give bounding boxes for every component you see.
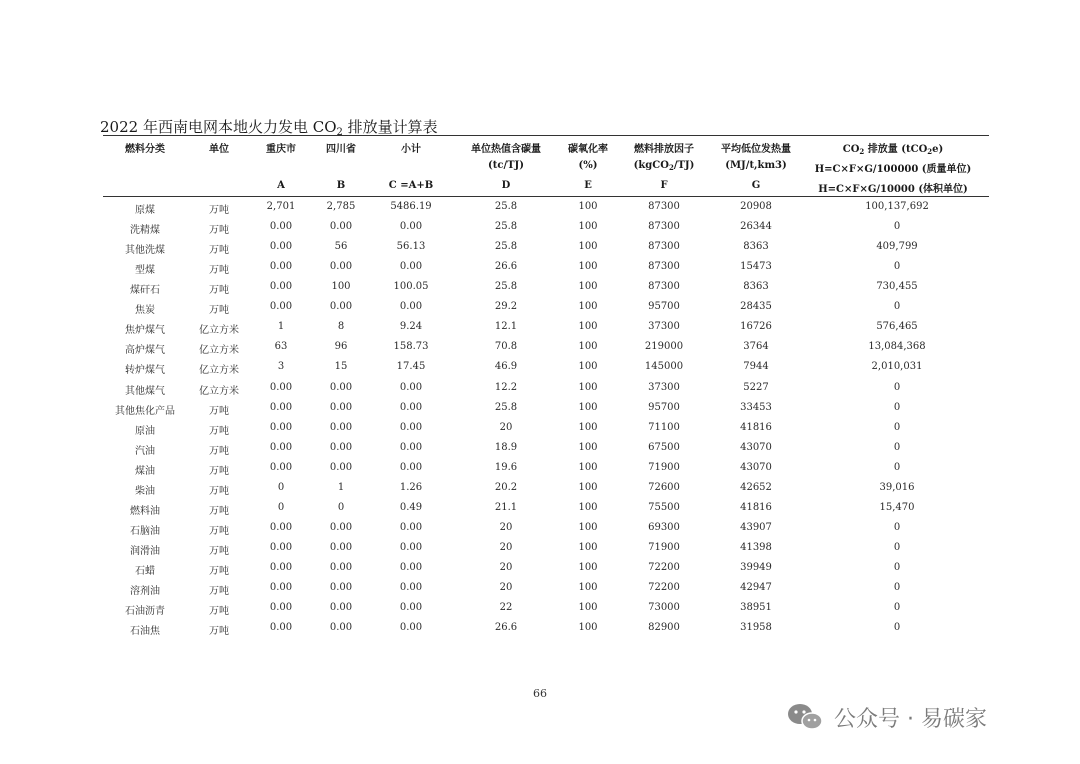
cell-fuel: 洗精煤 xyxy=(130,225,160,237)
header-chongqing: 重庆市 xyxy=(266,144,296,155)
cell-calorific-value: 7944 xyxy=(743,361,769,373)
cell-carbon-content: 20 xyxy=(499,582,513,593)
cell-chongqing: 0.00 xyxy=(269,561,293,573)
cell-carbon-content: 21.1 xyxy=(494,501,518,513)
cell-emission-factor: 87300 xyxy=(648,261,680,273)
cell-unit: 万吨 xyxy=(209,485,229,497)
cell-oxidation-rate: 100 xyxy=(578,201,598,212)
cell-chongqing: 0.00 xyxy=(269,582,293,593)
cell-oxidation-rate: 100 xyxy=(578,421,598,433)
cell-carbon-content: 25.8 xyxy=(494,221,518,233)
cell-sichuan: 56 xyxy=(334,241,348,253)
cell-co2-emission: 0 xyxy=(893,521,901,533)
cell-oxidation-rate: 100 xyxy=(578,241,598,253)
cell-unit: 万吨 xyxy=(209,285,229,297)
cell-fuel: 石蜡 xyxy=(135,565,155,577)
cell-co2-emission: 0 xyxy=(893,461,901,473)
cell-calorific-value: 41816 xyxy=(740,421,772,433)
cell-carbon-content: 25.8 xyxy=(494,201,518,212)
cell-co2-emission: 0 xyxy=(893,622,901,633)
cell-sichuan: 0.00 xyxy=(329,421,353,433)
cell-subtotal: 1.26 xyxy=(399,481,423,493)
cell-emission-factor: 87300 xyxy=(648,241,680,253)
cell-subtotal: 5486.19 xyxy=(390,201,432,212)
header-emission-factor-unit: (kgCO$_2$/TJ) xyxy=(633,160,695,172)
cell-fuel: 高炉煤气 xyxy=(125,345,165,357)
cell-unit: 万吨 xyxy=(209,606,229,617)
cell-co2-emission: 730,455 xyxy=(876,281,918,293)
cell-calorific-value: 15473 xyxy=(740,261,772,273)
cell-subtotal: 56.13 xyxy=(396,241,426,253)
cell-emission-factor: 87300 xyxy=(648,221,680,233)
cell-carbon-content: 22 xyxy=(499,602,513,613)
header-calorific-value: 平均低位发热量 xyxy=(721,144,791,155)
cell-sichuan: 0.00 xyxy=(329,541,353,553)
cell-carbon-content: 20 xyxy=(499,561,513,573)
cell-co2-emission: 409,799 xyxy=(876,241,918,253)
cell-unit: 亿立方米 xyxy=(199,385,239,397)
cell-oxidation-rate: 100 xyxy=(578,521,598,533)
cell-chongqing: 2,701 xyxy=(266,201,296,212)
cell-chongqing: 0.00 xyxy=(269,381,293,393)
cell-sichuan: 96 xyxy=(334,341,348,353)
cell-fuel: 转炉煤气 xyxy=(125,365,165,377)
cell-oxidation-rate: 100 xyxy=(578,261,598,273)
cell-co2-emission: 0 xyxy=(893,301,901,313)
cell-subtotal: 0.00 xyxy=(399,622,423,633)
cell-unit: 万吨 xyxy=(209,305,229,317)
cell-unit: 亿立方米 xyxy=(199,325,239,337)
cell-unit: 万吨 xyxy=(209,405,229,417)
cell-calorific-value: 3764 xyxy=(743,341,769,353)
cell-calorific-value: 39949 xyxy=(740,561,772,573)
cell-unit: 万吨 xyxy=(209,586,229,597)
cell-oxidation-rate: 100 xyxy=(578,461,598,473)
cell-emission-factor: 72200 xyxy=(648,561,680,573)
cell-oxidation-rate: 100 xyxy=(578,401,598,413)
cell-co2-emission: 0 xyxy=(893,221,901,233)
cell-emission-factor: 73000 xyxy=(648,602,680,613)
cell-chongqing: 0 xyxy=(277,481,285,493)
cell-oxidation-rate: 100 xyxy=(578,321,598,333)
cell-chongqing: 0.00 xyxy=(269,441,293,453)
cell-calorific-value: 8363 xyxy=(743,281,769,293)
cell-unit: 万吨 xyxy=(209,205,229,216)
cell-chongqing: 0.00 xyxy=(269,301,293,313)
cell-fuel: 原油 xyxy=(135,425,155,437)
cell-carbon-content: 29.2 xyxy=(494,301,518,313)
cell-carbon-content: 20 xyxy=(499,421,513,433)
cell-sichuan: 0 xyxy=(337,501,345,513)
cell-co2-emission: 0 xyxy=(893,441,901,453)
cell-unit: 万吨 xyxy=(209,565,229,577)
cell-emission-factor: 95700 xyxy=(648,401,680,413)
cell-oxidation-rate: 100 xyxy=(578,221,598,233)
cell-fuel: 柴油 xyxy=(135,485,155,497)
header-letter-a: A xyxy=(277,180,285,191)
page-number: 66 xyxy=(533,687,547,700)
header-sichuan: 四川省 xyxy=(326,144,356,155)
cell-carbon-content: 20.2 xyxy=(494,481,518,493)
cell-calorific-value: 38951 xyxy=(740,602,772,613)
cell-subtotal: 100.05 xyxy=(393,281,429,293)
header-carbon-content-unit: (tc/TJ) xyxy=(488,160,524,171)
cell-sichuan: 0.00 xyxy=(329,381,353,393)
cell-chongqing: 0.00 xyxy=(269,461,293,473)
cell-co2-emission: 39,016 xyxy=(879,481,915,493)
cell-emission-factor: 87300 xyxy=(648,201,680,212)
cell-oxidation-rate: 100 xyxy=(578,281,598,293)
cell-co2-emission: 2,010,031 xyxy=(871,361,923,373)
cell-calorific-value: 31958 xyxy=(740,622,772,633)
cell-subtotal: 0.00 xyxy=(399,221,423,233)
cell-subtotal: 0.00 xyxy=(399,521,423,533)
cell-emission-factor: 72200 xyxy=(648,582,680,593)
cell-co2-emission: 0 xyxy=(893,421,901,433)
cell-chongqing: 0.00 xyxy=(269,421,293,433)
cell-sichuan: 0.00 xyxy=(329,602,353,613)
cell-sichuan: 0.00 xyxy=(329,301,353,313)
cell-unit: 万吨 xyxy=(209,445,229,457)
cell-oxidation-rate: 100 xyxy=(578,301,598,313)
cell-emission-factor: 219000 xyxy=(644,341,684,353)
cell-co2-emission: 0 xyxy=(893,582,901,593)
cell-sichuan: 0.00 xyxy=(329,261,353,273)
cell-emission-factor: 75500 xyxy=(648,501,680,513)
cell-carbon-content: 25.8 xyxy=(494,281,518,293)
cell-oxidation-rate: 100 xyxy=(578,541,598,553)
cell-calorific-value: 41398 xyxy=(740,541,772,553)
cell-sichuan: 2,785 xyxy=(326,201,356,212)
cell-co2-emission: 0 xyxy=(893,261,901,273)
cell-emission-factor: 71100 xyxy=(648,421,680,433)
header-co2-emission: $CO_2$ 排放量 (tCO$_2$e) xyxy=(842,144,944,156)
cell-oxidation-rate: 100 xyxy=(578,582,598,593)
header-subtotal: 小计 xyxy=(401,144,421,155)
cell-oxidation-rate: 100 xyxy=(578,501,598,513)
cell-calorific-value: 41816 xyxy=(740,501,772,513)
header-letter-c: C =A+B xyxy=(388,180,434,191)
cell-sichuan: 0.00 xyxy=(329,461,353,473)
cell-carbon-content: 18.9 xyxy=(494,441,518,453)
cell-oxidation-rate: 100 xyxy=(578,561,598,573)
cell-chongqing: 0.00 xyxy=(269,521,293,533)
cell-unit: 万吨 xyxy=(209,265,229,277)
cell-unit: 万吨 xyxy=(209,525,229,537)
cell-carbon-content: 46.9 xyxy=(494,361,518,373)
cell-chongqing: 1 xyxy=(277,321,285,333)
cell-fuel: 溶剂油 xyxy=(130,586,160,597)
cell-fuel: 石脑油 xyxy=(130,525,160,537)
cell-fuel: 燃料油 xyxy=(130,505,160,517)
cell-fuel: 其他煤气 xyxy=(125,385,165,397)
cell-oxidation-rate: 100 xyxy=(578,622,598,633)
cell-sichuan: 100 xyxy=(331,281,351,293)
header-letter-e: E xyxy=(584,180,592,191)
cell-emission-factor: 72600 xyxy=(648,481,680,493)
watermark xyxy=(786,700,987,734)
cell-fuel: 其他焦化产品 xyxy=(115,405,175,417)
header-formula-volume: H=C×F×G/10000 (体积单位) xyxy=(818,184,968,195)
cell-unit: 亿立方米 xyxy=(199,365,239,377)
cell-subtotal: 0.00 xyxy=(399,461,423,473)
cell-sichuan: 8 xyxy=(337,321,345,333)
cell-co2-emission: 0 xyxy=(893,401,901,413)
cell-fuel: 石油焦 xyxy=(130,626,160,637)
cell-co2-emission: 0 xyxy=(893,561,901,573)
table-top-rule xyxy=(103,135,989,136)
cell-carbon-content: 12.2 xyxy=(494,381,518,393)
cell-subtotal: 0.49 xyxy=(399,501,423,513)
cell-unit: 万吨 xyxy=(209,505,229,517)
cell-unit: 万吨 xyxy=(209,425,229,437)
cell-unit: 万吨 xyxy=(209,465,229,477)
cell-unit: 万吨 xyxy=(209,626,229,637)
cell-calorific-value: 5227 xyxy=(743,381,769,393)
cell-emission-factor: 95700 xyxy=(648,301,680,313)
cell-calorific-value: 20908 xyxy=(740,201,772,212)
header-calorific-value-unit: (MJ/t,km3) xyxy=(725,160,787,171)
cell-fuel: 煤油 xyxy=(135,465,155,477)
cell-emission-factor: 87300 xyxy=(648,281,680,293)
cell-fuel: 煤矸石 xyxy=(130,285,160,297)
cell-co2-emission: 100,137,692 xyxy=(865,201,929,212)
cell-subtotal: 0.00 xyxy=(399,421,423,433)
cell-carbon-content: 26.6 xyxy=(494,622,518,633)
cell-co2-emission: 0 xyxy=(893,602,901,613)
cell-fuel: 焦炭 xyxy=(135,305,155,317)
cell-calorific-value: 28435 xyxy=(740,301,772,313)
cell-carbon-content: 12.1 xyxy=(494,321,518,333)
cell-sichuan: 1 xyxy=(337,481,345,493)
cell-sichuan: 0.00 xyxy=(329,622,353,633)
cell-carbon-content: 26.6 xyxy=(494,261,518,273)
cell-fuel: 汽油 xyxy=(135,445,155,457)
cell-subtotal: 0.00 xyxy=(399,261,423,273)
cell-oxidation-rate: 100 xyxy=(578,341,598,353)
header-letter-f: F xyxy=(660,180,668,191)
header-fuel-type: 燃料分类 xyxy=(125,144,165,155)
wechat-icon xyxy=(786,702,826,732)
cell-carbon-content: 25.8 xyxy=(494,241,518,253)
cell-chongqing: 0.00 xyxy=(269,221,293,233)
cell-subtotal: 17.45 xyxy=(396,361,426,373)
header-oxidation-rate: 碳氧化率 xyxy=(568,144,608,155)
cell-fuel: 焦炉煤气 xyxy=(125,325,165,337)
watermark-text: 公众号 · 易碳家 xyxy=(834,706,987,732)
cell-subtotal: 0.00 xyxy=(399,441,423,453)
cell-carbon-content: 25.8 xyxy=(494,401,518,413)
cell-emission-factor: 69300 xyxy=(648,521,680,533)
cell-fuel: 型煤 xyxy=(135,265,155,277)
cell-chongqing: 0.00 xyxy=(269,241,293,253)
cell-co2-emission: 576,465 xyxy=(876,321,918,333)
cell-sichuan: 0.00 xyxy=(329,401,353,413)
cell-emission-factor: 71900 xyxy=(648,541,680,553)
cell-chongqing: 0.00 xyxy=(269,602,293,613)
cell-chongqing: 0 xyxy=(277,501,285,513)
cell-unit: 万吨 xyxy=(209,545,229,557)
cell-fuel: 润滑油 xyxy=(130,545,160,557)
cell-calorific-value: 43070 xyxy=(740,461,772,473)
header-letter-b: B xyxy=(336,180,346,191)
cell-subtotal: 0.00 xyxy=(399,381,423,393)
cell-carbon-content: 20 xyxy=(499,541,513,553)
cell-calorific-value: 43070 xyxy=(740,441,772,453)
cell-sichuan: 0.00 xyxy=(329,521,353,533)
header-letter-d: D xyxy=(501,180,511,191)
cell-chongqing: 63 xyxy=(274,341,288,353)
cell-emission-factor: 67500 xyxy=(648,441,680,453)
cell-calorific-value: 26344 xyxy=(740,221,772,233)
cell-carbon-content: 70.8 xyxy=(494,341,518,353)
cell-subtotal: 0.00 xyxy=(399,582,423,593)
cell-oxidation-rate: 100 xyxy=(578,441,598,453)
cell-emission-factor: 37300 xyxy=(648,321,680,333)
cell-sichuan: 0.00 xyxy=(329,221,353,233)
header-emission-factor: 燃料排放因子 xyxy=(634,144,694,155)
cell-emission-factor: 82900 xyxy=(648,622,680,633)
cell-chongqing: 0.00 xyxy=(269,401,293,413)
cell-co2-emission: 13,084,368 xyxy=(868,341,926,353)
header-letter-g: G xyxy=(751,180,761,191)
cell-chongqing: 0.00 xyxy=(269,261,293,273)
cell-co2-emission: 0 xyxy=(893,381,901,393)
header-carbon-content: 单位热值含碳量 xyxy=(471,144,541,155)
header-bottom-rule xyxy=(103,196,989,197)
header-unit: 单位 xyxy=(209,144,229,155)
cell-chongqing: 3 xyxy=(277,361,285,373)
cell-chongqing: 0.00 xyxy=(269,622,293,633)
cell-chongqing: 0.00 xyxy=(269,281,293,293)
cell-calorific-value: 16726 xyxy=(740,321,772,333)
cell-sichuan: 15 xyxy=(334,361,348,373)
cell-unit: 亿立方米 xyxy=(199,345,239,357)
cell-fuel: 原煤 xyxy=(135,205,155,216)
cell-subtotal: 0.00 xyxy=(399,602,423,613)
cell-calorific-value: 33453 xyxy=(740,401,772,413)
cell-calorific-value: 8363 xyxy=(743,241,769,253)
cell-emission-factor: 145000 xyxy=(644,361,684,373)
cell-oxidation-rate: 100 xyxy=(578,381,598,393)
cell-unit: 万吨 xyxy=(209,225,229,237)
cell-sichuan: 0.00 xyxy=(329,561,353,573)
cell-fuel: 石油沥青 xyxy=(125,606,165,617)
cell-emission-factor: 71900 xyxy=(648,461,680,473)
cell-sichuan: 0.00 xyxy=(329,582,353,593)
cell-chongqing: 0.00 xyxy=(269,541,293,553)
cell-carbon-content: 19.6 xyxy=(494,461,518,473)
cell-oxidation-rate: 100 xyxy=(578,361,598,373)
cell-subtotal: 158.73 xyxy=(393,341,429,353)
cell-unit: 万吨 xyxy=(209,245,229,257)
cell-subtotal: 0.00 xyxy=(399,561,423,573)
cell-calorific-value: 42652 xyxy=(740,481,772,493)
cell-fuel: 其他洗煤 xyxy=(125,245,165,257)
cell-co2-emission: 15,470 xyxy=(879,501,915,513)
cell-oxidation-rate: 100 xyxy=(578,481,598,493)
table-title: 2022 年西南电网本地火力发电 $CO_2$ 排放量计算表 xyxy=(100,118,438,138)
header-formula-mass: H=C×F×G/100000 (质量单位) xyxy=(814,164,972,175)
cell-carbon-content: 20 xyxy=(499,521,513,533)
cell-oxidation-rate: 100 xyxy=(578,602,598,613)
cell-subtotal: 9.24 xyxy=(399,321,423,333)
cell-co2-emission: 0 xyxy=(893,541,901,553)
cell-calorific-value: 43907 xyxy=(740,521,772,533)
header-oxidation-rate-unit: (%) xyxy=(578,160,598,171)
cell-calorific-value: 42947 xyxy=(740,582,772,593)
cell-emission-factor: 37300 xyxy=(648,381,680,393)
cell-subtotal: 0.00 xyxy=(399,541,423,553)
cell-sichuan: 0.00 xyxy=(329,441,353,453)
cell-subtotal: 0.00 xyxy=(399,301,423,313)
cell-subtotal: 0.00 xyxy=(399,401,423,413)
